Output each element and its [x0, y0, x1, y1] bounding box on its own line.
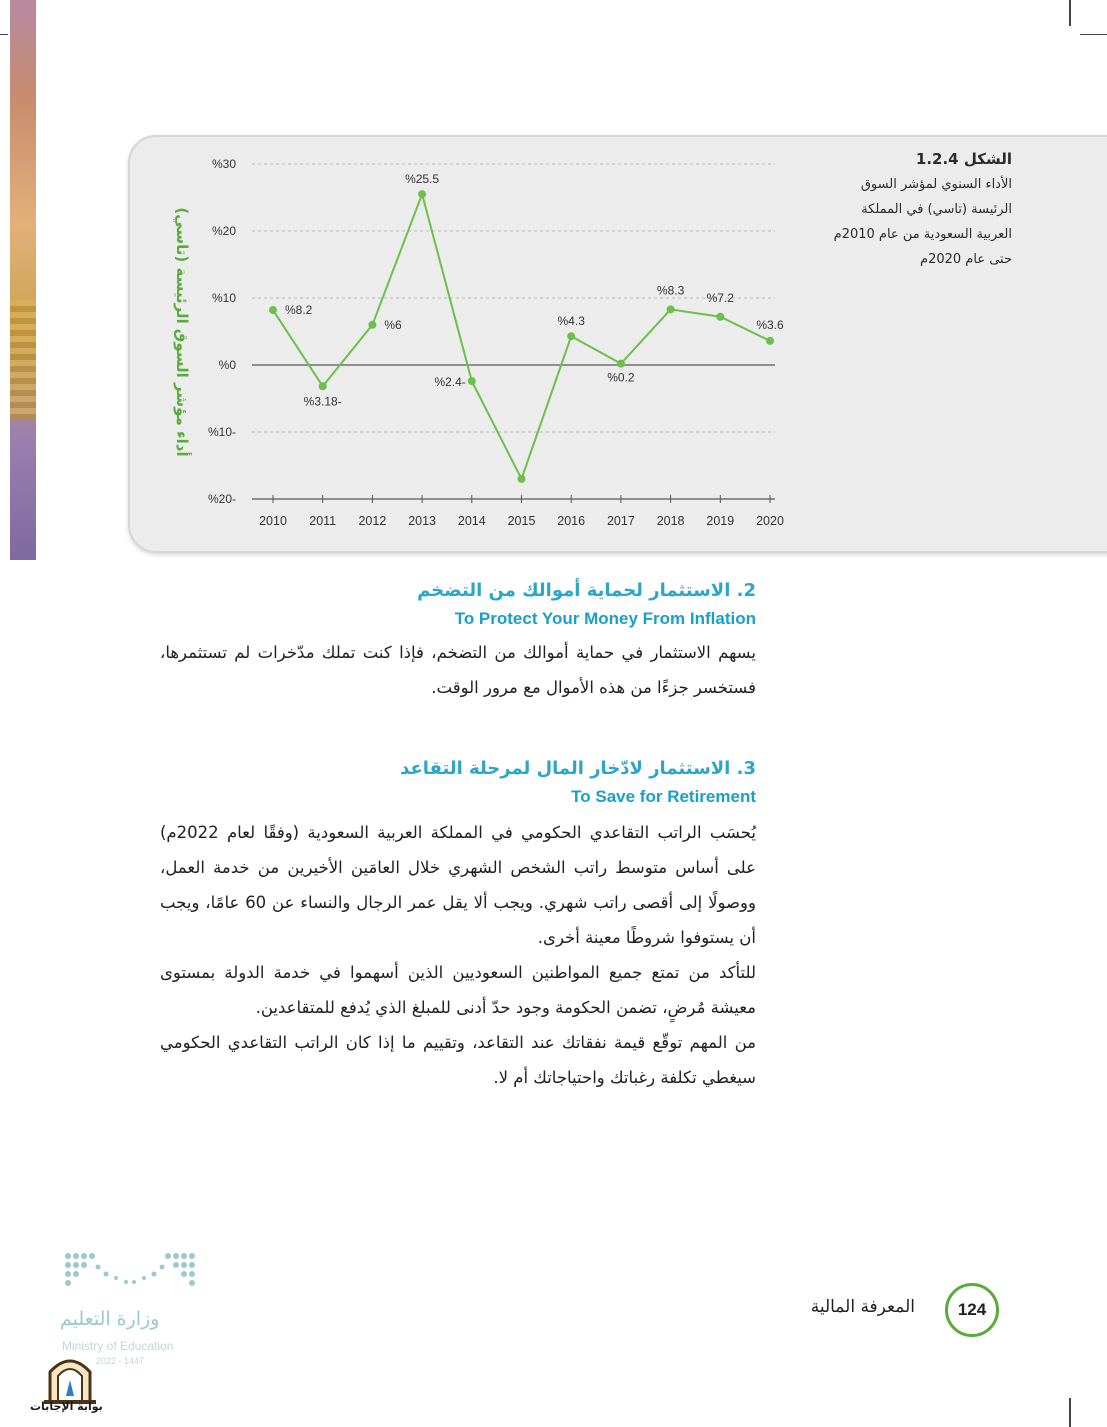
watermark-text: بوابة الإجابات: [30, 1400, 103, 1413]
ministry-year: 2022 - 1447: [96, 1356, 145, 1366]
data-label: %8.3: [656, 283, 685, 298]
y-axis-label: أداء مؤشر السوق الرئيسة (تاسي): [173, 207, 191, 457]
decorative-image-strip: [10, 0, 36, 560]
data-label: %2.4-: [434, 375, 466, 390]
paragraph: للتأكد من تمتع جميع المواطنين السعوديين الذين أسهموا في خدمة الدولة بمستوى معيشة مُرضٍ، تضمن الحكومة وجود حدّ أدنى للمبلغ الذي يُدفع للمتقاعدين.: [160, 963, 756, 1017]
y-tick-label: %0: [218, 358, 236, 372]
data-label: %25.5: [405, 172, 440, 187]
watermark-icon: [38, 1350, 102, 1405]
page-number: 124: [945, 1283, 999, 1337]
data-label: %3.6: [756, 317, 784, 332]
data-point: [368, 321, 376, 329]
data-point: [269, 306, 277, 314]
x-tick-label: 2020: [756, 514, 784, 528]
book-title: المعرفة المالية: [810, 1297, 915, 1317]
data-point: [567, 332, 575, 340]
x-tick-label: 2014: [457, 514, 486, 528]
data-label: %0.2: [607, 370, 635, 385]
data-point: [319, 382, 327, 390]
x-tick-label: 2019: [706, 514, 735, 528]
paragraph: من المهم توقّع قيمة نفقاتك عند التقاعد، وتقييم ما إذا كان الراتب التقاعدي الحكومي سيغطي تكلفة رغباتك واحتياجاتك أم لا.: [160, 1033, 756, 1087]
crop-mark: [1069, 1398, 1071, 1427]
data-label: %4.3: [557, 314, 585, 329]
y-tick-label: %30: [211, 157, 236, 171]
data-point: [468, 377, 476, 385]
paragraph: يسهم الاستثمار في حماية أموالك من التضخم، فإذا كنت تملك مدّخرات لم تستثمرها، فستخسر جزءًا من هذه الأموال مع مرور الوقت.: [160, 643, 756, 697]
y-tick-label: %10: [211, 291, 236, 305]
x-tick-label: 2015: [507, 514, 536, 528]
ministry-name-arabic: وزارة التعليم: [60, 1308, 160, 1330]
figure-caption: [782, 150, 1012, 272]
section-subheading: To Save for Retirement: [571, 787, 756, 806]
section-heading: 2. الاستثمار لحماية أموالك من التضخم: [417, 580, 756, 601]
paragraph: يُحسَب الراتب التقاعدي الحكومي في المملكة العربية السعودية (وفقًا لعام 2022م) على أساس متوسط راتب الشخص الشهري خلال العامَين الأخيرين من خدمة العمل، ووصولًا إلى أقصى راتب شهري. ويجب ألا يقل عمر الرجال والنساء عن 60 عامًا، ويجب أن يستوفوا شروطًا معينة أخرى.: [160, 823, 756, 947]
figure-description-line: الرئيسة (تاسي) في المملكة: [861, 202, 1012, 217]
x-tick-label: 2016: [557, 514, 586, 528]
data-label: %6: [384, 317, 402, 332]
ministry-name-english: Ministry of Education: [62, 1339, 174, 1353]
data-point: [617, 360, 625, 368]
x-tick-label: 2018: [656, 514, 685, 528]
x-tick-label: 2010: [259, 514, 287, 528]
y-tick-label: %20-: [207, 492, 236, 506]
data-label: %8.2: [285, 303, 313, 318]
figure-description-line: العربية السعودية من عام 2010م: [833, 227, 1012, 242]
data-point: [518, 475, 526, 483]
data-label: %3.18-: [303, 394, 342, 409]
crop-mark: [1080, 34, 1107, 35]
figure-description-line: حتى عام 2020م: [920, 252, 1012, 267]
figure-number: الشكل 1.2.4: [915, 150, 1012, 168]
data-point: [766, 337, 774, 345]
x-tick-label: 2017: [606, 514, 635, 528]
figure-description-line: الأداء السنوي لمؤشر السوق: [860, 177, 1012, 192]
y-tick-label: %10-: [207, 425, 236, 439]
data-point: [667, 305, 675, 313]
section-inflation: [160, 580, 756, 705]
section-subheading: To Protect Your Money From Inflation: [454, 609, 756, 628]
x-tick-label: 2011: [309, 514, 337, 528]
section-heading: 3. الاستثمار لادّخار المال لمرحلة التقاعد: [400, 758, 756, 779]
crop-mark: [0, 34, 8, 35]
data-point: [418, 190, 426, 198]
series-line: [273, 194, 770, 479]
x-tick-label: 2013: [408, 514, 437, 528]
crop-mark: [1069, 0, 1071, 26]
data-label: %7.2: [706, 290, 734, 305]
x-tick-label: 2012: [358, 514, 387, 528]
y-tick-label: %20: [211, 224, 236, 238]
data-point: [716, 313, 724, 321]
section-retirement: [160, 758, 756, 1095]
